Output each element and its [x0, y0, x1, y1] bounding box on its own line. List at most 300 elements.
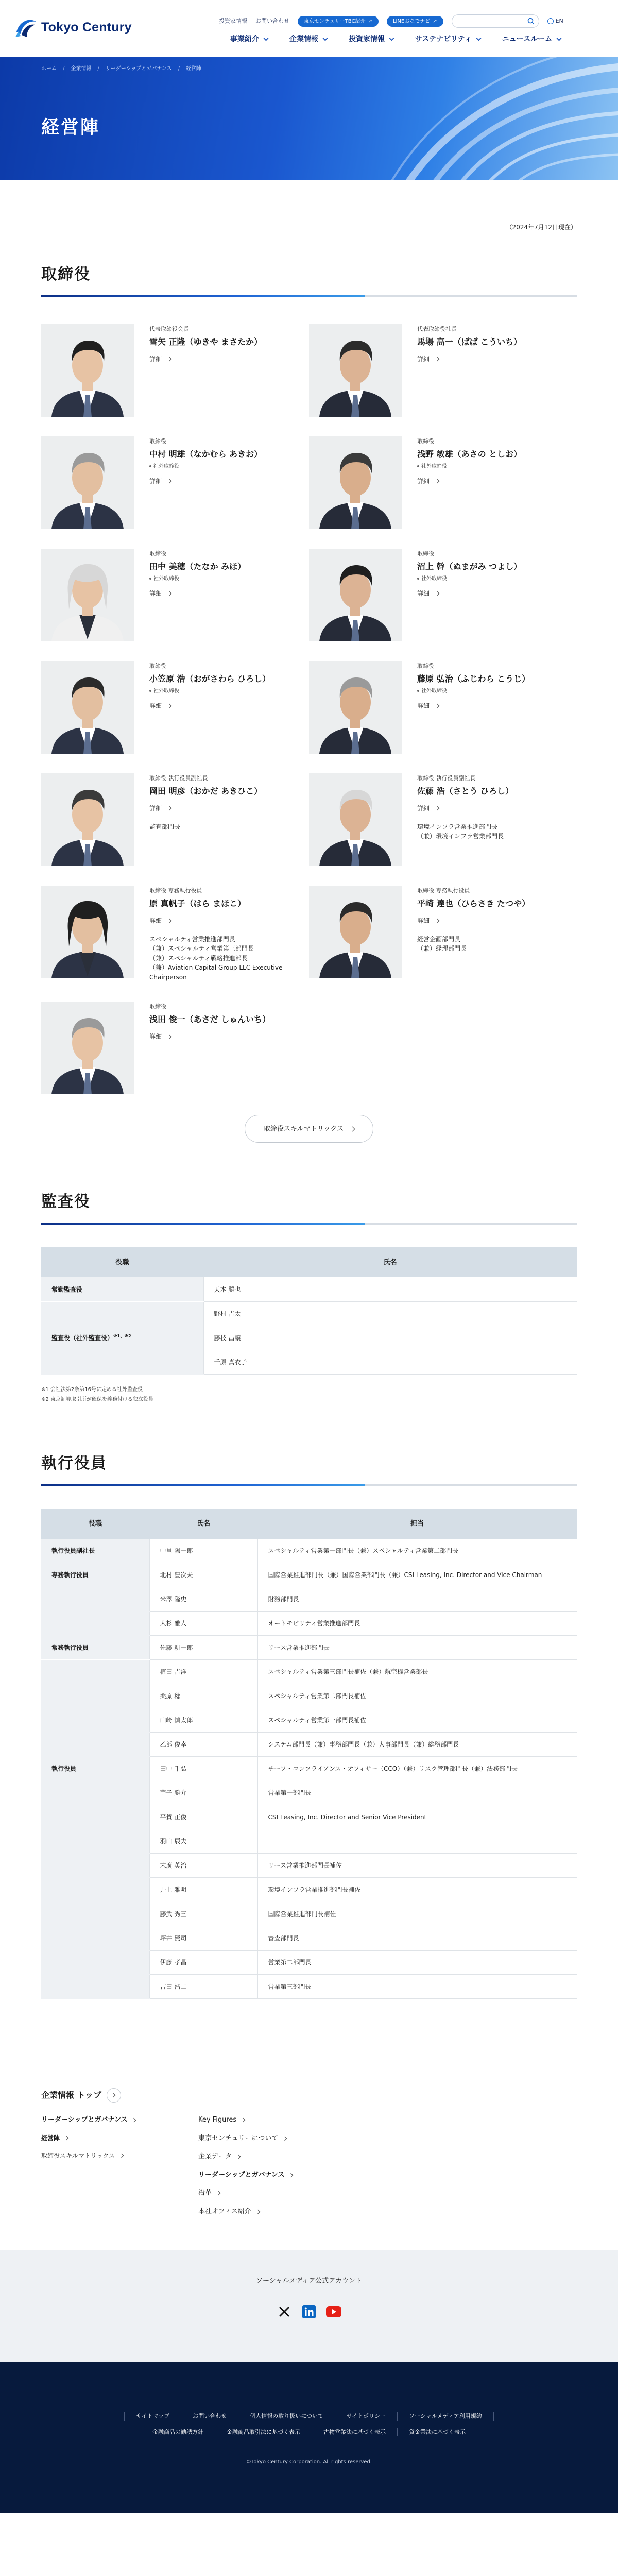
exec-position: 執行役員 [41, 1757, 149, 1781]
director-role: 取締役 専務執行役員 [417, 887, 470, 894]
detail-link-wrap [149, 470, 262, 487]
exec-position-cell [41, 1975, 149, 1999]
director-duties [417, 822, 513, 841]
detail-link-wrap [149, 695, 270, 711]
director-duty-line: 経営企画部門長 [417, 935, 461, 943]
hero-wave-graphic [330, 57, 618, 180]
header-name: 氏名 [203, 1247, 577, 1277]
director-detail-link[interactable]: 詳細 [417, 589, 439, 598]
nav-investors-label: 投資家情報 [349, 35, 385, 43]
director-card [309, 773, 577, 866]
portrait-svg [309, 661, 402, 754]
exec-position-cell [41, 1708, 149, 1733]
note-1: ※1 会社法第2条第16号に定める社外監査役 [41, 1386, 143, 1393]
table-row [41, 1757, 577, 1781]
exec-position-cell [41, 1854, 149, 1878]
director-card [41, 549, 309, 641]
portrait-svg [41, 436, 134, 529]
director-role: 取締役 [417, 663, 434, 669]
external-link-icon: ↗ [433, 18, 437, 24]
util-link-investors[interactable]: 投資家情報 [219, 17, 247, 24]
director-info [417, 436, 522, 529]
director-info [149, 661, 270, 754]
table-row [41, 1301, 577, 1326]
director-role: 取締役 [149, 550, 166, 557]
director-card [41, 661, 309, 754]
exec-position-cell [41, 1926, 149, 1951]
util-link-contact[interactable]: お問い合わせ [255, 17, 289, 24]
footer-link[interactable]: 個人情報の取り扱いについて [238, 2412, 335, 2421]
director-duty-line: （兼）スペシャルティ営業第三部門長 [149, 945, 254, 953]
exec-duty [258, 1829, 577, 1854]
language-switch[interactable] [547, 17, 563, 26]
globe-icon [547, 18, 554, 24]
exec-position: 専務執行役員 [41, 1563, 149, 1587]
breadcrumb-separator: / [97, 66, 99, 72]
nav-newsroom-label: ニュースルーム [502, 35, 553, 43]
director-detail-link[interactable]: 詳細 [417, 804, 439, 813]
director-role: 取締役 専務執行役員 [149, 887, 202, 894]
exec-position-cell [41, 1733, 149, 1757]
exec-duty: 環境インフラ営業推進部門長補佐 [258, 1878, 577, 1902]
executives-title: 執行役員 [41, 1454, 107, 1472]
exec-duty: リース営業推進部門長 [258, 1636, 577, 1660]
director-info [149, 886, 309, 982]
director-info [417, 773, 513, 866]
director-role: 代表取締役会長 [149, 326, 189, 332]
nav-sustainability-label: サステナビリティ [415, 35, 472, 43]
director-card [309, 549, 577, 641]
page-title: 経営陣 [41, 117, 100, 138]
as-of-date: （2024年7月12日現在） [506, 224, 577, 231]
table-row [41, 1660, 577, 1684]
director-detail-link[interactable]: 詳細 [149, 1032, 171, 1041]
executives-table-body [41, 1539, 577, 1999]
auditor-name: 野村 吉太 [203, 1301, 577, 1326]
breadcrumb-governance[interactable]: リーダーシップとガバナンス [105, 66, 172, 72]
nav-newsroom[interactable] [502, 34, 561, 45]
exec-name: 井上 雅明 [149, 1878, 258, 1902]
table-row [41, 1277, 577, 1301]
table-row [41, 1636, 577, 1660]
nav-management[interactable]: 経営陣 [41, 2133, 198, 2143]
footer-link[interactable]: お問い合わせ [181, 2412, 238, 2421]
director-name: 中村 明雄（なかむら あきお） [149, 449, 263, 459]
director-card [309, 661, 577, 754]
exec-duty: オートモビリティ営業推進部門長 [258, 1612, 577, 1636]
table-row [41, 1902, 577, 1926]
director-photo[interactable] [41, 324, 134, 417]
portrait-svg [309, 773, 402, 866]
director-duty-line: （兼）スペシャルティ戦略推進部長 [149, 954, 248, 962]
director-detail-link[interactable]: 詳細 [417, 477, 439, 486]
director-card [309, 436, 577, 529]
exec-name: 藤武 秀三 [149, 1902, 258, 1926]
director-role: 取締役 [149, 1003, 166, 1010]
director-duty-line: スペシャルティ営業推進部門長 [149, 935, 235, 943]
site-header [0, 0, 618, 57]
exec-duty: スペシャルティ営業第一部門長補佐 [258, 1708, 577, 1733]
table-row [41, 1563, 577, 1587]
director-info [149, 1002, 270, 1094]
breadcrumb-current: 経営陣 [185, 66, 201, 72]
executives-section-head [41, 1452, 577, 1486]
table-row [41, 1781, 577, 1805]
youtube-icon[interactable] [326, 2304, 341, 2319]
footer-link[interactable]: サイトポリシー [335, 2412, 397, 2421]
director-photo[interactable] [309, 324, 402, 417]
directors-section-head [41, 263, 577, 297]
exec-position-cell [41, 1660, 149, 1684]
exec-name: 山崎 慎太郎 [149, 1708, 258, 1733]
section-divider [41, 1223, 577, 1225]
chevron-down-icon [557, 36, 562, 41]
director-name: 浅野 敏雄（あさの としお） [417, 449, 522, 459]
director-card [41, 436, 309, 529]
director-name: 田中 美穂（たなか みほ） [149, 561, 246, 571]
breadcrumb-company[interactable]: 企業情報 [71, 66, 92, 72]
exec-name: 羽山 辰夫 [149, 1829, 258, 1854]
director-info [417, 661, 530, 754]
director-detail-link[interactable]: 詳細 [417, 916, 439, 925]
director-duty-line: （兼）経理部門長 [417, 945, 467, 953]
nav-governance[interactable]: リーダーシップとガバナンス [41, 2115, 198, 2125]
exec-duty: チーフ・コンプライアンス・オフィサー（CCO）（兼）リスク管理部門長（兼）法務部門長 [258, 1757, 577, 1781]
nav-skill-matrix[interactable]: 取締役スキルマトリックス [41, 2151, 198, 2160]
director-info [149, 324, 262, 417]
director-photo[interactable] [309, 886, 402, 978]
table-row [41, 1684, 577, 1708]
logo-text: Tokyo Century [41, 20, 132, 35]
detail-link-wrap [417, 583, 522, 599]
pill-link-line[interactable] [387, 16, 443, 27]
exec-position-cell [41, 1878, 149, 1902]
exec-name: 米澤 隆史 [149, 1587, 258, 1612]
director-duty-line: （兼）Aviation Capital Group LLC Executive Chairperson [149, 964, 283, 981]
portrait-svg [41, 773, 134, 866]
nav-key-figures[interactable]: Key Figures [198, 2115, 353, 2125]
footer-links-row-2 [0, 2428, 618, 2437]
site-footer [0, 2362, 618, 2513]
director-name: 佐藤 浩（さとう ひろし） [417, 786, 514, 796]
nav-company[interactable] [289, 34, 327, 45]
auditor-position-cell [41, 1277, 203, 1301]
portrait-svg [41, 549, 134, 641]
director-duty-line: 監査部門長 [149, 823, 181, 831]
portrait-svg [309, 549, 402, 641]
chevron-down-icon [264, 36, 269, 41]
director-detail-link[interactable]: 詳細 [149, 701, 171, 710]
search-icon [527, 18, 535, 25]
exec-name: 北村 豊次夫 [149, 1563, 258, 1587]
director-photo[interactable] [41, 661, 134, 754]
corporate-top-label: 企業情報 トップ [41, 2090, 102, 2100]
exec-name: 大杉 雅人 [149, 1612, 258, 1636]
skill-matrix-button[interactable]: 取締役スキルマトリックス [245, 1115, 373, 1143]
director-duty-line: （兼）環境インフラ営業部門長 [417, 833, 504, 840]
director-name: 平崎 達也（ひらさき たつや） [417, 898, 530, 908]
director-role: 取締役 [149, 663, 166, 669]
director-info [149, 773, 262, 866]
director-photo[interactable] [41, 1002, 134, 1094]
director-duty-line: 環境インフラ営業推進部門長 [417, 823, 498, 831]
breadcrumb-separator: / [178, 66, 180, 72]
director-name: 藤原 弘治（ふじわら こうじ） [417, 673, 530, 684]
exec-position: 常務執行役員 [41, 1636, 149, 1660]
exec-duty: 国際営業推進部門長（兼）国際営業部門長（兼）CSI Leasing, Inc. Director and Vice Chairman [258, 1563, 577, 1587]
nav-sustainability[interactable] [415, 34, 480, 45]
footer-link[interactable]: サイトマップ [124, 2412, 181, 2421]
director-photo[interactable] [309, 661, 402, 754]
detail-link-wrap [149, 348, 262, 365]
footer-link[interactable]: 貸金業法に基づく表示 [397, 2428, 477, 2437]
director-name: 岡田 明彦（おかだ あきひこ） [149, 786, 263, 796]
detail-link-wrap [149, 583, 246, 599]
director-card [41, 1002, 309, 1094]
utility-nav [219, 14, 563, 28]
auditor-position-cell [41, 1350, 203, 1374]
table-row [41, 1805, 577, 1829]
logo[interactable] [14, 16, 132, 39]
exec-duty: スペシャルティ営業第二部門長補佐 [258, 1684, 577, 1708]
footer-links-row-1 [0, 2412, 618, 2421]
detail-link-wrap [417, 910, 530, 926]
auditors-table [41, 1247, 577, 1375]
x-icon[interactable] [277, 2304, 292, 2319]
corporate-top-link[interactable] [41, 2088, 577, 2103]
director-name: 沼上 幹（ぬまがみ つよし） [417, 561, 522, 571]
auditors-section-head [41, 1190, 577, 1225]
nav-corporate-data[interactable]: 企業データ [198, 2151, 353, 2162]
exec-name: 佐藤 耕一郎 [149, 1636, 258, 1660]
table-row [41, 1854, 577, 1878]
breadcrumb-separator: / [63, 66, 65, 72]
exec-duty: スペシャルティ営業第一部門長（兼）スペシャルティ営業第二部門長 [258, 1539, 577, 1563]
director-info [417, 549, 522, 641]
exec-duty: 国際営業推進部門長補佐 [258, 1902, 577, 1926]
nav-governance-2[interactable]: リーダーシップとガバナンス [198, 2170, 353, 2180]
footer-link[interactable]: 古物営業法に基づく表示 [312, 2428, 397, 2437]
outside-director-label: 社外取締役 [417, 687, 530, 695]
director-name: 浅田 俊一（あさだ しゅんいち） [149, 1014, 271, 1024]
director-card [41, 773, 309, 866]
director-role: 取締役 [149, 438, 166, 445]
main-content [41, 223, 577, 2250]
exec-name: 末廣 英治 [149, 1854, 258, 1878]
table-row [41, 1975, 577, 1999]
exec-duty: 営業第二部門長 [258, 1951, 577, 1975]
director-photo[interactable] [41, 549, 134, 641]
pill-link-tbc-label: 東京センチュリーTBC紹介 [304, 18, 366, 24]
director-photo[interactable] [41, 773, 134, 866]
exec-name: 田中 千弘 [149, 1757, 258, 1781]
director-detail-link[interactable]: 詳細 [149, 916, 171, 925]
portrait-svg [309, 436, 402, 529]
auditor-position: 常勤監査役 [52, 1285, 83, 1293]
exec-name: 芋子 勝介 [149, 1781, 258, 1805]
detail-link-wrap [149, 1026, 270, 1042]
director-detail-link[interactable]: 詳細 [417, 701, 439, 710]
exec-position-cell [41, 1781, 149, 1805]
director-detail-link[interactable]: 詳細 [149, 354, 171, 364]
breadcrumb-home[interactable]: ホーム [41, 66, 57, 72]
director-photo[interactable] [41, 436, 134, 529]
auditor-note-ref: ※1、※2 [113, 1333, 131, 1338]
tokyo-century-logo-icon [14, 16, 37, 39]
director-name: 小笠原 浩（おがさわら ひろし） [149, 673, 271, 684]
auditor-notes [41, 1385, 577, 1404]
footer-link[interactable]: 金融商品の勧誘方針 [141, 2428, 215, 2437]
exec-position: 執行役員副社長 [41, 1539, 149, 1563]
nav-investors[interactable] [349, 34, 393, 45]
header-position: 役職 [41, 1509, 149, 1539]
portrait-svg [41, 886, 134, 978]
director-photo[interactable] [309, 549, 402, 641]
directors-grid [41, 324, 577, 1094]
detail-link-wrap [417, 470, 522, 487]
exec-duty: リース営業推進部門長補佐 [258, 1854, 577, 1878]
detail-link-wrap [149, 798, 262, 814]
director-detail-link[interactable]: 詳細 [417, 354, 439, 364]
external-link-icon: ↗ [368, 18, 372, 24]
portrait-svg [309, 886, 402, 978]
director-duties [417, 935, 530, 954]
director-info [149, 549, 246, 641]
corporate-nav-col-2 [198, 2115, 353, 2225]
exec-duty: システム部門長（兼）事務部門長（兼）人事部門長（兼）総務部門長 [258, 1733, 577, 1757]
auditor-position-cell [41, 1326, 203, 1350]
table-row [41, 1539, 577, 1563]
copyright: ©Tokyo Century Corporation. All rights reserved. [246, 2459, 372, 2465]
table-row [41, 1926, 577, 1951]
outside-director-label: 社外取締役 [417, 575, 522, 583]
exec-name: 平賀 正俊 [149, 1805, 258, 1829]
auditor-name: 天本 勝也 [203, 1277, 577, 1301]
arrow-right-icon [107, 2088, 121, 2103]
director-role: 取締役 執行役員副社長 [417, 775, 476, 782]
director-photo[interactable] [309, 436, 402, 529]
exec-position-cell [41, 1684, 149, 1708]
nav-company-label: 企業情報 [289, 35, 318, 43]
director-info [417, 886, 530, 982]
exec-duty: 財務部門長 [258, 1587, 577, 1612]
executives-table-header [41, 1509, 577, 1539]
nav-about[interactable]: 東京センチュリーについて [198, 2133, 353, 2144]
director-card [309, 886, 577, 982]
search-input[interactable] [452, 14, 539, 28]
table-row [41, 1612, 577, 1636]
outside-director-label: 社外取締役 [149, 687, 270, 695]
pill-link-line-label: LINEおなでナビ [392, 18, 431, 24]
table-row [41, 1326, 577, 1350]
director-card [41, 324, 309, 417]
director-photo[interactable] [309, 773, 402, 866]
director-role: 取締役 執行役員副社長 [149, 775, 208, 782]
exec-duty: 審査部門長 [258, 1926, 577, 1951]
detail-link-wrap [149, 910, 309, 926]
exec-name: 中里 陽一郎 [149, 1539, 258, 1563]
header-duty: 担当 [258, 1509, 577, 1539]
table-row [41, 1951, 577, 1975]
section-divider [41, 295, 577, 297]
breadcrumb [41, 65, 201, 73]
exec-name: 植田 吉洋 [149, 1660, 258, 1684]
director-name: 馬場 高一（ばば こういち） [417, 336, 522, 347]
portrait-svg [41, 661, 134, 754]
table-row [41, 1708, 577, 1733]
detail-link-wrap [417, 695, 530, 711]
pill-link-tbc[interactable] [298, 16, 379, 27]
auditor-position-cell [41, 1301, 203, 1326]
auditor-name: 千原 真衣子 [203, 1350, 577, 1374]
director-detail-link[interactable]: 詳細 [149, 804, 171, 813]
portrait-svg [41, 324, 134, 417]
table-row [41, 1733, 577, 1757]
table-row [41, 1350, 577, 1374]
detail-link-wrap [417, 348, 522, 365]
director-role: 取締役 [417, 438, 434, 445]
main-nav [230, 34, 561, 45]
exec-name: 乙部 俊幸 [149, 1733, 258, 1757]
exec-position-cell [41, 1612, 149, 1636]
exec-position-cell [41, 1805, 149, 1829]
language-label: EN [555, 17, 563, 24]
outside-director-label: 社外取締役 [417, 463, 522, 470]
footer-link[interactable]: ソーシャルメディア利用規約 [397, 2412, 493, 2421]
header-position: 役職 [41, 1247, 203, 1277]
exec-position-cell [41, 1587, 149, 1612]
director-role: 取締役 [417, 550, 434, 557]
outside-director-label: 社外取締役 [149, 463, 262, 470]
footer-link[interactable]: 金融商品取引法に基づく表示 [215, 2428, 312, 2437]
auditors-table-header [41, 1247, 577, 1277]
portrait-svg [309, 324, 402, 417]
exec-position-cell [41, 1902, 149, 1926]
section-divider [41, 1484, 577, 1486]
director-role: 代表取締役社長 [417, 326, 457, 332]
nav-business[interactable] [230, 34, 268, 45]
social-title: ソーシャルメディア公式アカウント [256, 2277, 362, 2285]
chevron-down-icon [476, 36, 481, 41]
linkedin-icon[interactable] [301, 2304, 317, 2319]
director-photo[interactable] [41, 886, 134, 978]
exec-name: 坪井 賢司 [149, 1926, 258, 1951]
director-detail-link[interactable]: 詳細 [149, 477, 171, 486]
director-info [417, 324, 522, 417]
exec-duty: スペシャルティ営業第三部門長補佐（兼）航空機営業部長 [258, 1660, 577, 1684]
table-row [41, 1878, 577, 1902]
auditor-position: 監査役（社外監査役） [52, 1334, 114, 1342]
corporate-nav [41, 2066, 577, 2250]
auditors-table-body [41, 1277, 577, 1374]
nav-history[interactable]: 沿革 [198, 2188, 353, 2198]
chevron-down-icon [389, 36, 394, 41]
corporate-nav-col-1 [41, 2115, 198, 2225]
exec-duty: 営業第三部門長 [258, 1975, 577, 1999]
exec-name: 桑原 稔 [149, 1684, 258, 1708]
exec-position-cell [41, 1829, 149, 1854]
header-name: 氏名 [149, 1509, 258, 1539]
director-duties [149, 822, 262, 832]
exec-position-cell [41, 1951, 149, 1975]
nav-head-office[interactable]: 本社オフィス紹介 [198, 2207, 353, 2217]
auditors-title: 監査役 [41, 1193, 91, 1211]
director-detail-link[interactable]: 詳細 [149, 589, 171, 598]
outside-director-label: 社外取締役 [149, 575, 246, 583]
portrait-svg [41, 1002, 134, 1094]
note-2: ※2 東京証券取引所が確保を義務付ける独立役員 [41, 1396, 153, 1402]
detail-link-wrap [417, 798, 513, 814]
